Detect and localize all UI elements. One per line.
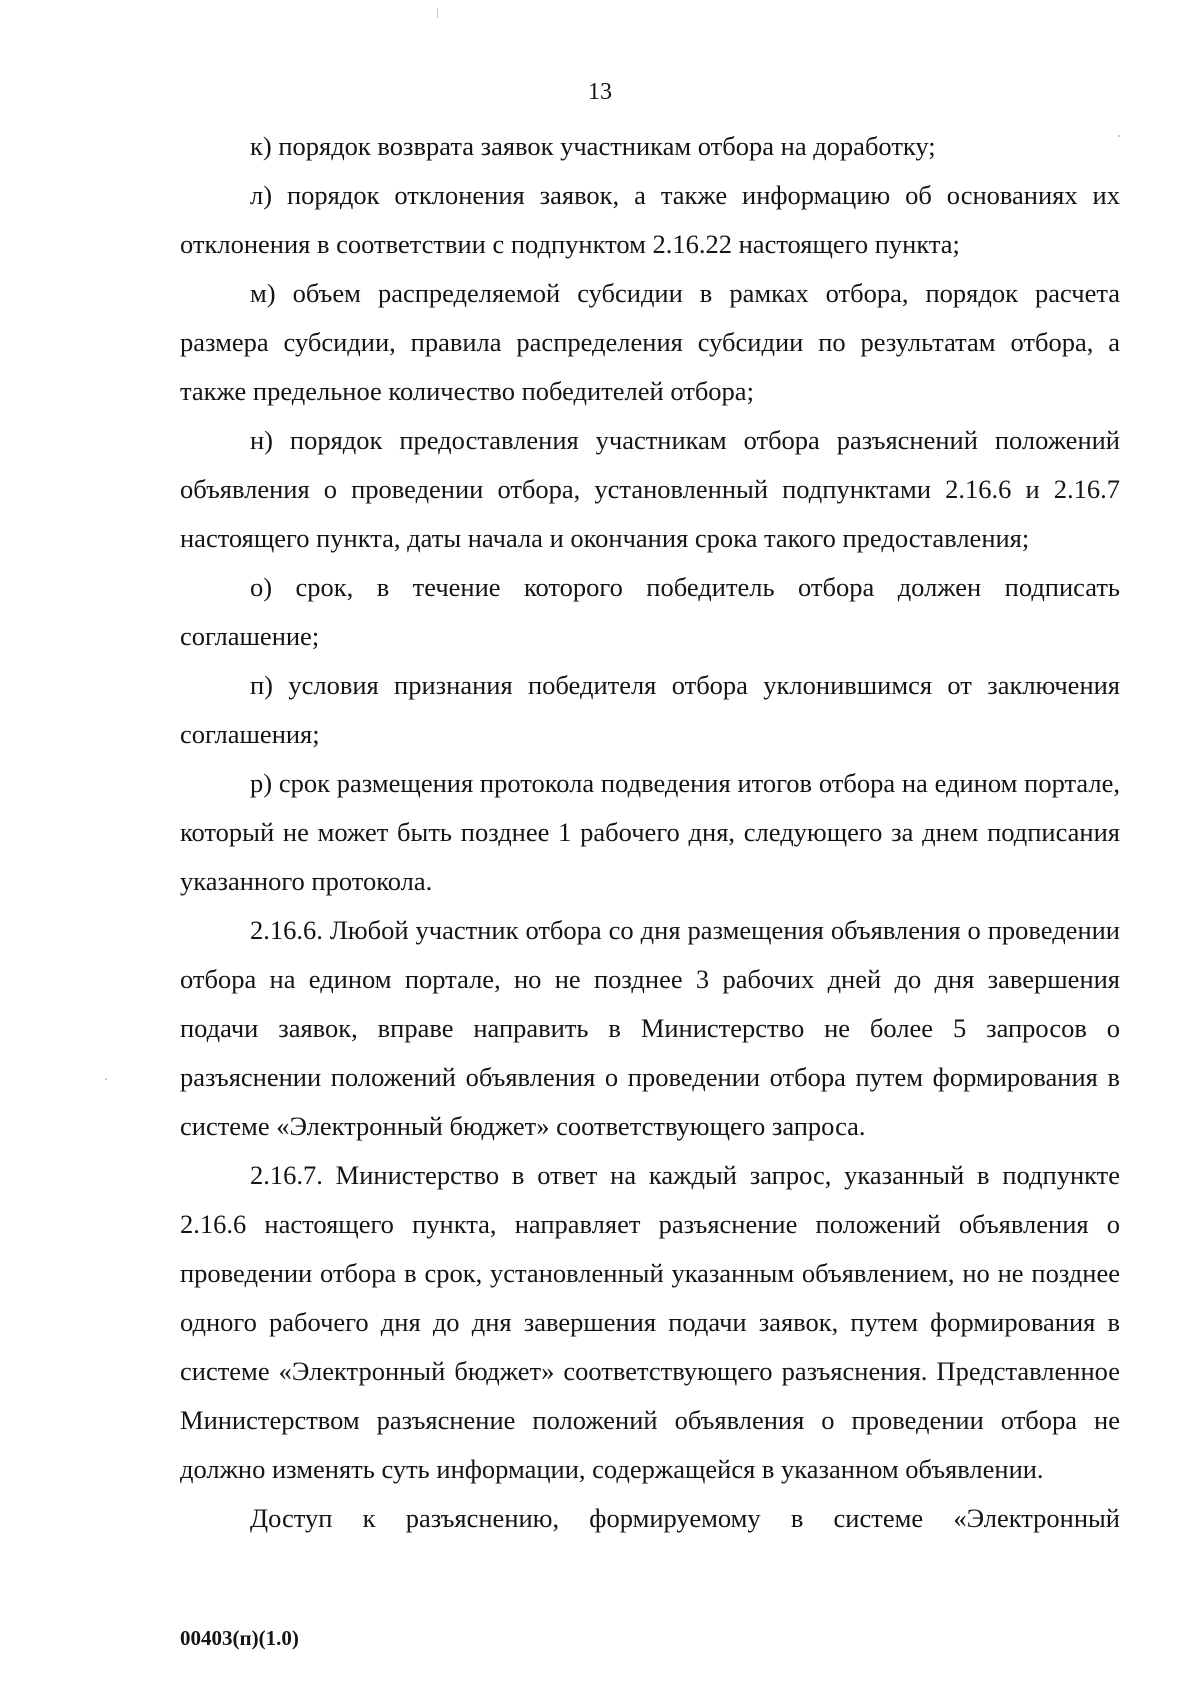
paragraph-access: Доступ к разъяснению, формируемому в системе «Электронный <box>250 1503 1120 1533</box>
paragraph-k: к) порядок возврата заявок участникам отбора на доработку; <box>250 131 936 161</box>
paragraph-r: р) срок размещения протокола подведения итогов отбора на едином портале, который не может быть позднее 1 рабочего дня, следующего за днем подписания указанного протокола. <box>180 768 1120 896</box>
document-body <box>180 122 1120 1543</box>
scan-artifact-left <box>105 1078 107 1080</box>
paragraph-l: л) порядок отклонения заявок, а также информацию об основаниях их отклонения в соответствии с подпунктом 2.16.22 настоящего пункта; <box>180 180 1120 259</box>
document-code: 00403(п)(1.0) <box>180 1626 299 1650</box>
paragraph-o: о) срок, в течение которого победитель отбора должен подписать соглашение; <box>180 572 1120 651</box>
paragraph-2-16-6: 2.16.6. Любой участник отбора со дня размещения объявления о проведении отбора на едином портале, но не позднее 3 рабочих дней до дня завершения подачи заявок, вправе направить в Министерство не более 5 запросов о разъяснении положений объявления о проведении отбора путем формирования в системе «Электронный бюджет» соответствующего запроса. <box>180 915 1120 1141</box>
scan-artifact-top <box>437 8 438 18</box>
paragraph-m: м) объем распределяемой субсидии в рамках отбора, порядок расчета размера субсидии, правила распределения субсидии по результатам отбора, а также предельное количество победителей отбора; <box>180 278 1120 406</box>
paragraph-2-16-7: 2.16.7. Министерство в ответ на каждый запрос, указанный в подпункте 2.16.6 настоящего пункта, направляет разъяснение положений объявления о проведении отбора в срок, установленный указанным объявлением, но не позднее одного рабочего дня до дня завершения подачи заявок, путем формирования в системе «Электронный бюджет» соответствующего разъяснения. Представленное Министерством разъяснение положений объявления о проведении отбора не должно изменять суть информации, содержащейся в указанном объявлении. <box>180 1160 1120 1484</box>
paragraph-n: н) порядок предоставления участникам отбора разъяснений положений объявления о проведении отбора, установленный подпунктами 2.16.6 и 2.16.7 настоящего пункта, даты начала и окончания срока такого предоставления; <box>180 425 1120 553</box>
paragraph-p: п) условия признания победителя отбора уклонившимся от заключения соглашения; <box>180 670 1120 749</box>
page-number: 13 <box>588 79 612 105</box>
